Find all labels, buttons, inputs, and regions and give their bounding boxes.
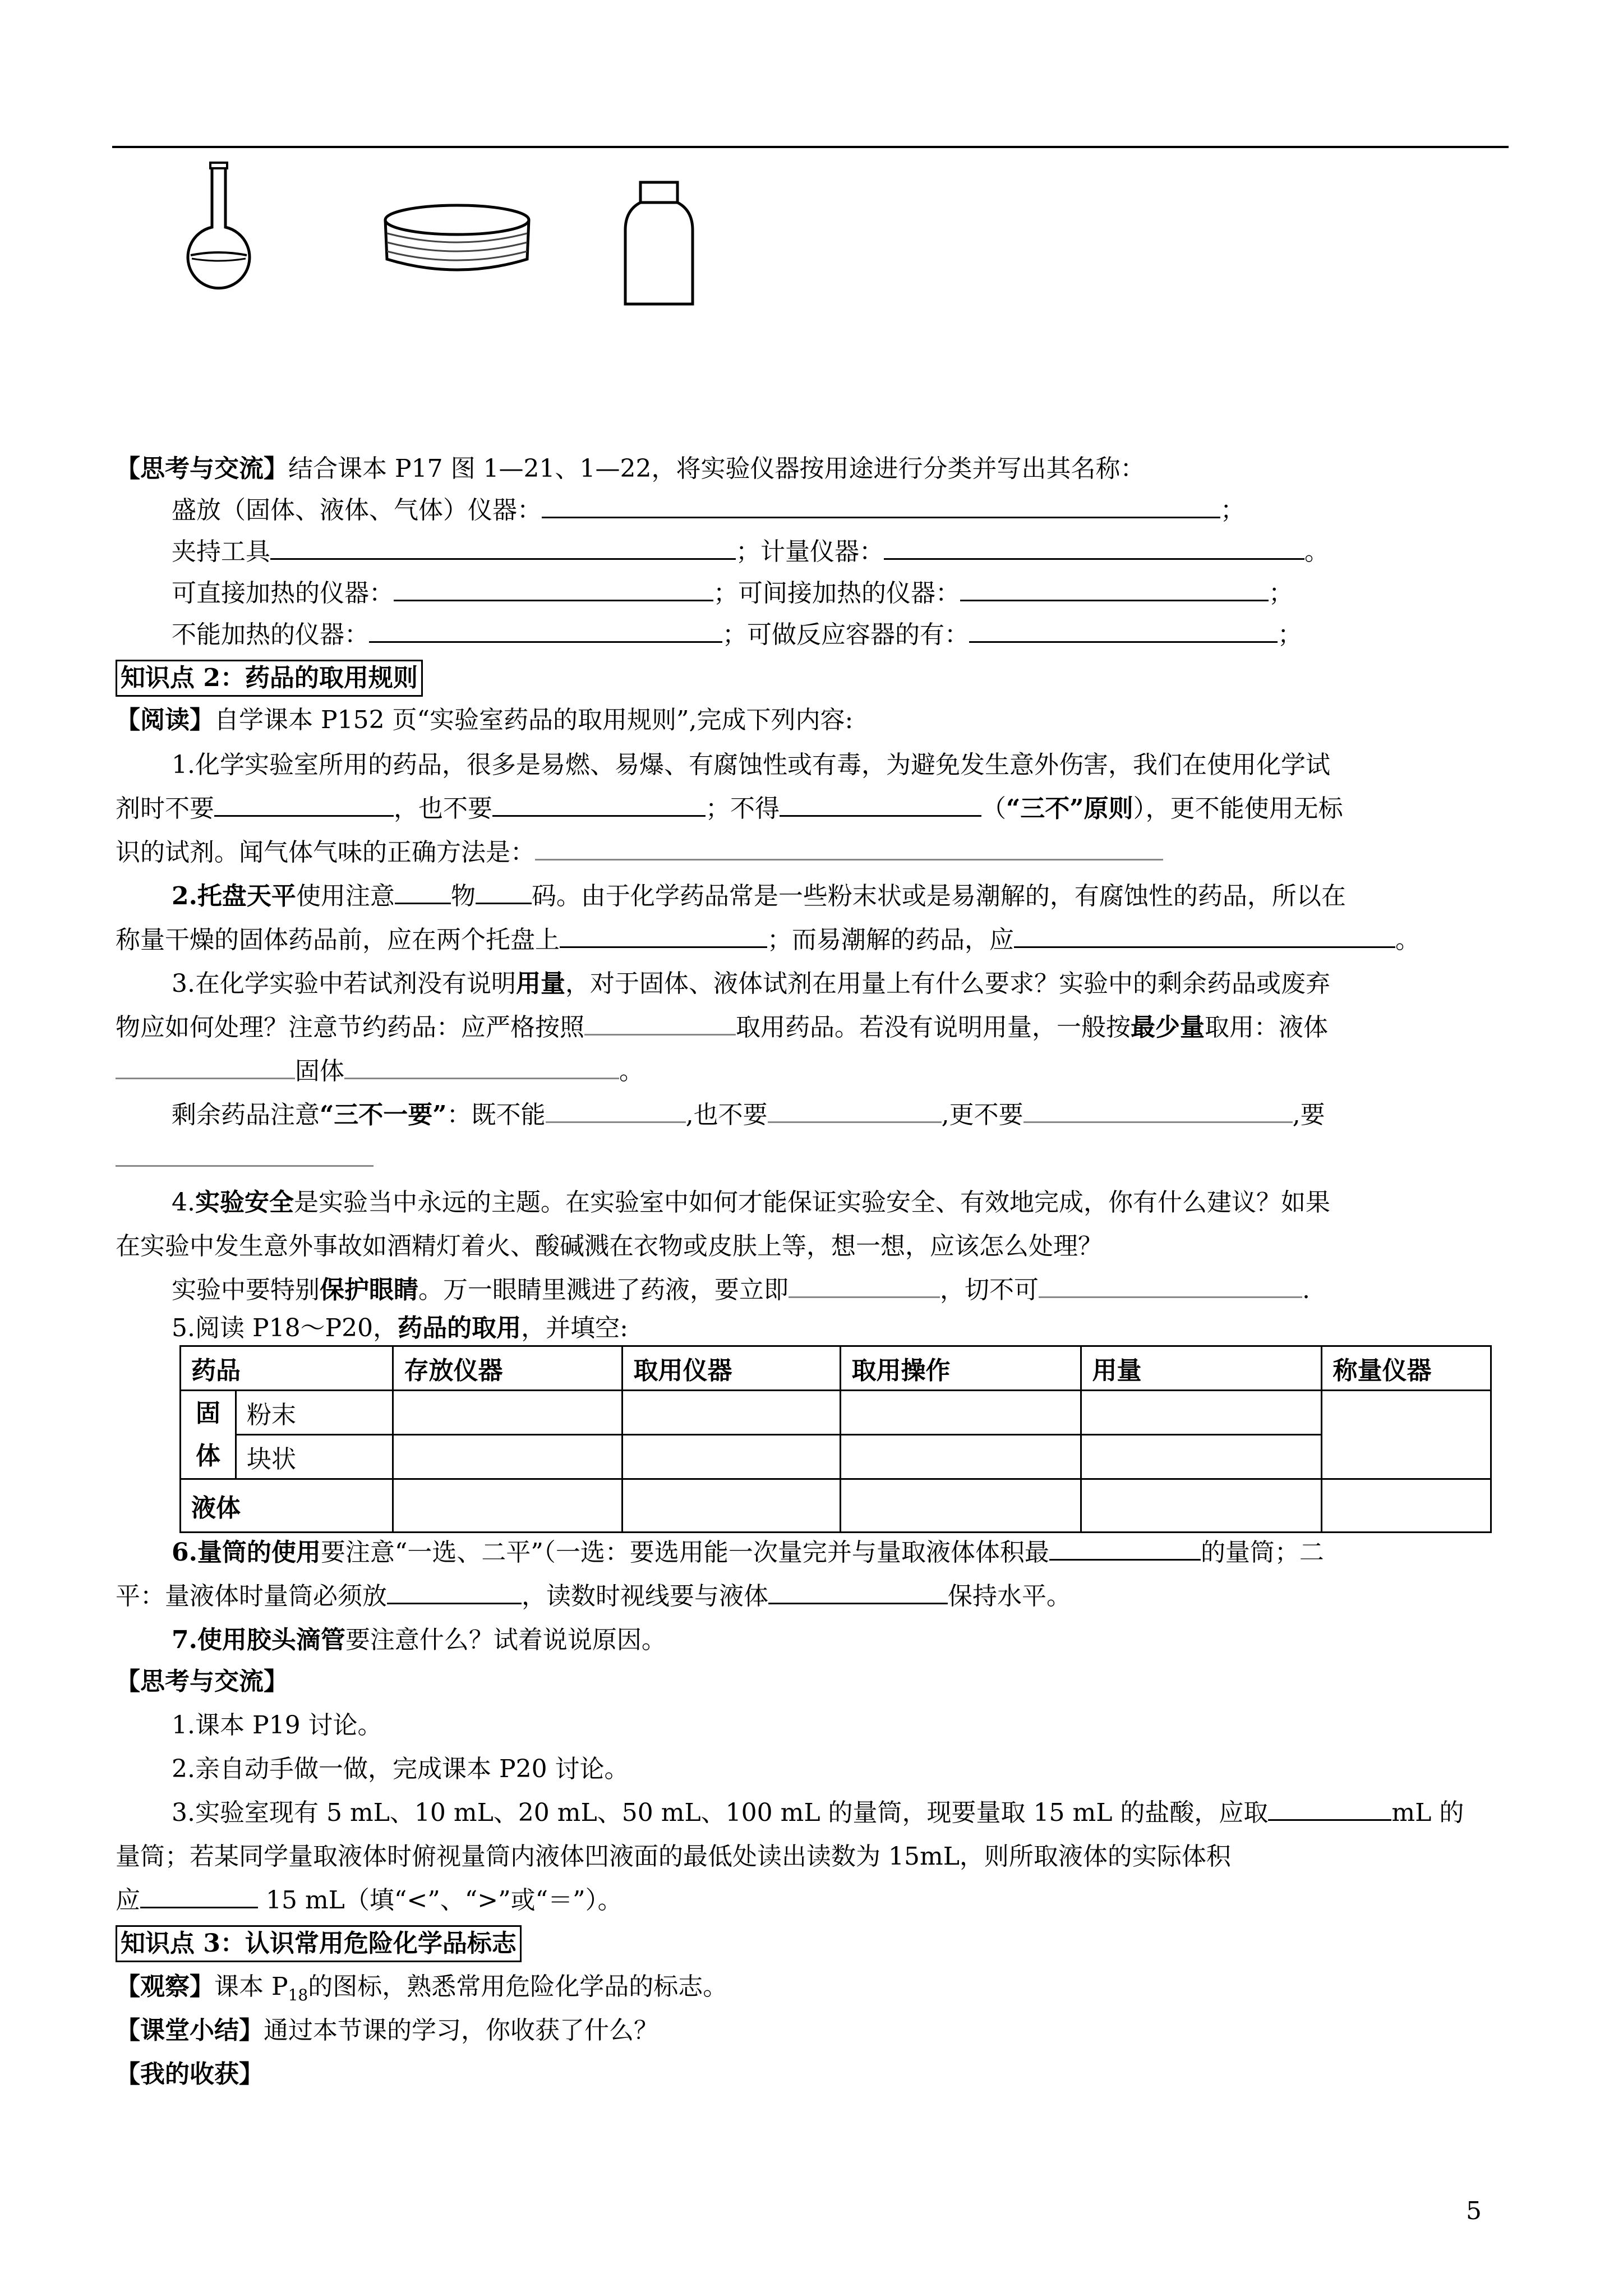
text: 识的试剂。闻气体气味的正确方法是： [116,838,535,867]
label: 盛放（固体、液体、气体）仪器： [172,496,542,524]
text: ,要 [1292,1101,1325,1129]
text: 2.托盘天平 [172,882,296,910]
top-rule [112,146,1509,148]
question-1 [172,1709,382,1742]
page-number: 5 [1466,2197,1482,2225]
text: 通过本节课的学习，你收获了什么？ [264,2016,658,2045]
answer-blank[interactable] [560,924,767,948]
think-exchange-1 [116,452,1145,486]
text: 称量干燥的固体药品前，应在两个托盘上 [116,926,560,954]
table-header: 取用仪器 [623,1346,841,1391]
text: ，也不要 [394,794,492,823]
table-cell[interactable] [623,1479,841,1533]
table-cell[interactable] [1081,1435,1322,1479]
item-1-line-3 [116,836,1163,869]
text: 5.阅读 P18～P20， [172,1314,398,1342]
text: 保护眼睛 [320,1276,418,1304]
table-header: 取用操作 [841,1346,1081,1391]
text: 用量 [515,969,565,998]
answer-blank[interactable] [969,619,1278,643]
table-cell[interactable] [841,1391,1081,1435]
summary-tag: 【课堂小结】 [116,2016,264,2045]
think-exchange-2 [116,1665,288,1699]
text: （ [981,794,1006,823]
nonheating-row: 不能加热的仪器： ；可做反应容器的有： ； [172,618,1302,652]
page-subscript: 18 [288,1985,308,2004]
item-3-line-3 [116,1055,644,1088]
text: 是实验当中永远的主题。在实验室中如何才能保证实验安全、有效地完成，你有什么建议？如果 [293,1188,1330,1217]
knowledge-point-2 [116,660,423,697]
answer-blank[interactable] [116,1055,295,1079]
item-3-line-2 [116,1011,1328,1045]
answer-blank[interactable] [344,1055,619,1079]
item-1-line-1 [172,748,1330,782]
observe-tag: 【观察】 [116,1972,214,2001]
answer-blank[interactable] [492,793,706,817]
text: 2.亲自动手做一做，完成课本 P20 讨论。 [172,1755,629,1783]
text: 物 [450,882,476,910]
text: 6.量筒的使用 [172,1538,321,1567]
table-header: 药品 [181,1346,393,1391]
table-cell[interactable] [623,1435,841,1479]
section-intro: 结合课本 P17 图 1—21、1—22，将实验仪器按用途进行分类并写出其名称： [288,454,1145,483]
table-cell[interactable] [841,1479,1081,1533]
text: 应 [116,1886,140,1915]
text: 1.化学实验室所用的药品，很多是易燃、易爆、有腐蚀性或有毒，为避免发生意外伤害，我们在使用化学试 [172,751,1330,779]
text: 保持水平。 [948,1582,1071,1611]
answer-blank[interactable] [768,1099,942,1123]
liquid-label: 液体 [181,1479,393,1533]
text: ），更不能使用无标 [1133,794,1343,823]
text: 取用药品。若没有说明用量，一般按 [736,1013,1131,1042]
text: 码。由于化学药品常是一些粉末状或是易潮解的，有腐蚀性的药品，所以在 [531,882,1346,910]
answer-blank[interactable] [542,494,1220,518]
container-instruments-row: 盛放（固体、液体、气体）仪器： ； [172,494,1245,527]
item-4-line-3 [172,1273,1310,1307]
question-3-line-1 [172,1796,1464,1830]
item-6-line-2 [116,1580,1071,1613]
text: 使用注意 [296,882,395,910]
text: 固 [196,1398,220,1428]
text: ：既不能 [446,1101,546,1129]
my-gains-row [116,2058,264,2091]
answer-blank[interactable] [789,1274,940,1298]
text: 体 [196,1441,220,1470]
text: ；不得 [706,794,780,823]
section-title: 【思考与交流】 [116,454,288,483]
text: 。 [619,1057,644,1085]
answer-blank[interactable] [270,536,736,560]
answer-blank[interactable] [1268,1797,1391,1821]
text: 课本 P [214,1972,288,2001]
text: ，切不可 [940,1276,1039,1304]
answer-blank[interactable] [387,1580,522,1604]
table-row [181,1391,1491,1435]
reading-row [116,703,853,737]
text: 15 mL（填“<”、“>”或“＝”）。 [258,1886,623,1915]
answer-blank[interactable] [546,1099,686,1123]
holding-measuring-row: 夹持工具 ；计量仪器： 。 [172,535,1329,569]
text: 。 [1395,926,1420,954]
answer-blank[interactable] [395,880,451,904]
answer-blank[interactable] [369,619,722,643]
text: ；而易潮解的药品，应 [767,926,1014,954]
flask-icon [185,160,252,295]
question-2 [172,1752,629,1786]
read-text: 自学课本 P152 页“实验室药品的取用规则”,完成下列内容: [214,706,854,734]
gains-tag: 【我的收获】 [116,2060,264,2088]
reagent-table [179,1345,1492,1533]
read-tag: 【阅读】 [116,706,214,734]
text: 固体 [295,1057,344,1085]
text: ,也不要 [685,1101,768,1129]
text: “三不一要” [320,1101,447,1129]
text: 剩余药品注意 [172,1101,320,1129]
text: 。万一眼睛里溅进了药液，要立即 [418,1276,789,1304]
answer-blank[interactable] [476,880,532,904]
knowledge-box: 知识点 3：认识常用危险化学品标志 [116,1925,522,1962]
knowledge-box: 知识点 2：药品的取用规则 [116,660,423,697]
item-2-line-2 [116,923,1420,957]
text: 要注意什么？试着说说原因。 [345,1626,666,1654]
table-header: 称量仪器 [1322,1346,1491,1391]
text: 最少量 [1131,1013,1205,1042]
item-4-line-1 [172,1186,1330,1220]
table-cell[interactable] [393,1479,623,1533]
item-6-line-1 [172,1536,1324,1570]
answer-blank[interactable] [584,1011,736,1036]
table-header: 存放仪器 [393,1346,623,1391]
answer-blank[interactable] [394,577,713,601]
label: 不能加热的仪器： [172,620,369,649]
label: ；可间接加热的仪器： [713,579,960,608]
text: 量筒；若某同学量取液体时俯视量筒内液体凹液面的最低处读出读数为 15mL，则所取液体的实际体积 [116,1842,1231,1871]
text: 实验安全 [195,1188,294,1217]
item-3-line-5 [116,1142,374,1176]
answer-blank[interactable] [214,793,394,817]
table-row [181,1479,1491,1533]
label: ；可做反应容器的有： [722,620,969,649]
text: 在实验中发生意外事故如酒精灯着火、酸碱溅在衣物或皮肤上等，想一想，应该怎么处理？ [116,1232,1103,1260]
text: 平：量液体时量筒必须放 [116,1582,387,1611]
table-header: 用量 [1081,1346,1322,1391]
text: 要注意“一选、二平”（一选：要选用能一次量完并与量取液体体积最 [320,1538,1049,1567]
reagent-bottle-icon [623,180,695,309]
answer-blank[interactable] [1023,1099,1293,1123]
answer-blank[interactable] [116,1143,374,1167]
observe-row [116,1970,727,2012]
item-3-line-4 [172,1098,1325,1132]
text: ，对于固体、液体试剂在用量上有什么要求？实验中的剩余药品或废弃 [565,969,1330,998]
item-5-line-1 [172,1312,628,1345]
text: . [1302,1276,1310,1304]
knowledge-point-3 [116,1925,522,1962]
answer-blank[interactable] [1014,924,1395,948]
text: ,更不要 [941,1101,1023,1129]
table-cell[interactable] [623,1391,841,1435]
question-3-line-2 [116,1840,1231,1874]
answer-blank[interactable] [768,1580,948,1604]
answer-blank[interactable] [140,1884,258,1908]
text: 剂时不要 [116,794,214,823]
text: 7.使用胶头滴管 [172,1626,345,1654]
question-3-line-3 [116,1884,623,1917]
item-7 [172,1623,666,1657]
table-header-row [181,1346,1491,1391]
table-cell[interactable] [1081,1479,1322,1533]
text: 的图标，熟悉常用危险化学品的标志。 [308,1972,728,2001]
text: 取用：液体 [1205,1013,1328,1042]
answer-blank[interactable] [780,793,981,817]
text: ，读数时视线要与液体 [522,1582,768,1611]
text: 3.实验室现有 5 mL、10 mL、20 mL、50 mL、100 mL 的量筒，现要量取 15 mL 的盐酸，应取 [172,1798,1269,1827]
powder-label: 粉末 [236,1391,393,1435]
label: 夹持工具 [172,537,270,566]
label: ；计量仪器： [736,537,884,566]
summary-row [116,2014,658,2047]
table-cell[interactable] [1081,1391,1322,1435]
text: 1.课本 P19 讨论。 [172,1711,382,1740]
item-1-line-2 [116,792,1343,826]
text: 物应如何处理？注意节约药品：应严格按照 [116,1013,584,1042]
text: mL 的 [1391,1798,1464,1827]
text: 药品的取用 [398,1314,522,1342]
text: “三不”原则 [1006,794,1133,823]
solid-label [181,1391,236,1479]
text: 实验中要特别 [172,1276,320,1304]
table-cell[interactable] [1322,1391,1491,1479]
answer-blank[interactable] [960,577,1269,601]
table-row [181,1435,1491,1479]
table-cell[interactable] [841,1435,1081,1479]
answer-blank[interactable] [535,836,1163,861]
answer-blank[interactable] [1049,1536,1201,1561]
item-4-line-2 [116,1230,1103,1263]
text: 3.在化学实验中若试剂没有说明 [172,969,516,998]
answer-blank[interactable] [1039,1274,1302,1298]
section-title: 【思考与交流】 [116,1667,288,1696]
table-cell[interactable] [1322,1479,1491,1533]
label: 可直接加热的仪器： [172,579,394,608]
text: 4. [172,1188,195,1217]
text: ，并填空: [521,1314,628,1342]
answer-blank[interactable] [884,536,1304,560]
item-3-line-1 [172,967,1330,1001]
heating-row: 可直接加热的仪器： ；可间接加热的仪器： ； [172,577,1293,610]
table-cell[interactable] [393,1435,623,1479]
evaporating-dish-icon [381,202,533,280]
lump-label: 块状 [236,1435,393,1479]
text: 的量筒；二 [1200,1538,1324,1567]
table-cell[interactable] [393,1391,623,1435]
item-2-line-1 [172,880,1346,913]
